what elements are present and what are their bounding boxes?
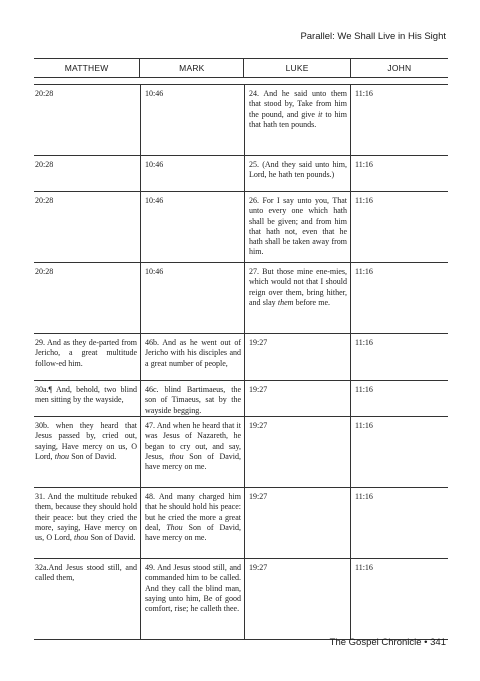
cell-john: 11:16 — [350, 488, 448, 558]
cell-john: 11:16 — [350, 559, 448, 639]
cell-matthew: 30b. when they heard that Jesus passed by, cried out, saying, Have mercy on us, O Lord, thou Son of David. — [35, 421, 137, 461]
cell-luke: 26. For I say unto you, That unto every one which hath shall be given; and from him that hath not, even that he hath shall be taken away from him. — [244, 192, 350, 262]
cell-matthew: 20:28 — [35, 160, 54, 169]
cell-john: 11:16 — [350, 263, 448, 333]
cell-mark: 49. And Jesus stood still, and commanded him to be called. And they call the blind man, saying unto him, Be of good comfort, rise; he calleth thee. — [140, 559, 244, 639]
column-header-row — [34, 58, 448, 78]
cell-matthew: 31. And the multitude rebuked them, because they should hold their peace: but they cried the more, saying, Have mercy on us, O Lord, thou Son of David. — [35, 492, 137, 543]
cell-mark: 10:46 — [140, 156, 244, 191]
cell-matthew: 32a.And Jesus stood still, and called them, — [35, 563, 137, 583]
table-row — [34, 488, 448, 559]
table-row — [34, 417, 448, 488]
cell-matthew: 29. And as they de-parted from Jericho, a great multitude follow-ed him. — [35, 338, 137, 368]
cell-john: 11:16 — [350, 381, 448, 416]
cell-matthew: 20:28 — [35, 196, 54, 205]
running-head: Parallel: We Shall Live in His Sight — [300, 31, 446, 42]
cell-luke: 25. (And they said unto him, Lord, he hath ten pounds.) — [244, 156, 350, 191]
cell-luke: 24. And he said unto them that stood by, Take from him the pound, and give it to him that hath ten pounds. — [244, 85, 350, 155]
column-header-mark: MARK — [139, 59, 243, 77]
cell-luke: 27. But those mine ene-mies, which would not that I should reign over them, bring hither, and slay them before me. — [244, 263, 350, 333]
table-row — [34, 381, 448, 417]
cell-mark: 10:46 — [140, 192, 244, 262]
cell-luke: 19:27 — [244, 488, 350, 558]
cell-luke: 19:27 — [244, 381, 350, 416]
table-row — [34, 192, 448, 263]
parallel-table — [34, 84, 448, 640]
cell-mark: 47. And when he heard that it was Jesus of Nazareth, he began to cry out, and say, Jesus, thou Son of David, have mercy on me. — [140, 417, 244, 487]
cell-mark: 48. And many charged him that he should hold his peace: but he cried the more a great deal, Thou Son of David, have mercy on me. — [140, 488, 244, 558]
cell-mark: 10:46 — [140, 263, 244, 333]
table-row — [34, 85, 448, 156]
cell-luke: 19:27 — [244, 559, 350, 639]
cell-john: 11:16 — [350, 156, 448, 191]
table-row — [34, 263, 448, 334]
cell-john: 11:16 — [350, 417, 448, 487]
column-header-john: JOHN — [350, 59, 448, 77]
cell-john: 11:16 — [350, 85, 448, 155]
cell-matthew: 20:28 — [35, 89, 54, 98]
column-header-matthew: MATTHEW — [64, 63, 109, 73]
cell-mark: 46c. blind Bartimaeus, the son of Timaeus, sat by the wayside begging. — [140, 381, 244, 416]
cell-luke: 19:27 — [244, 334, 350, 380]
cell-mark: 46b. And as he went out of Jericho with his disciples and a great number of people, — [140, 334, 244, 380]
cell-john: 11:16 — [350, 192, 448, 262]
page-footer: The Gospel Chronicle • 341 — [329, 637, 446, 648]
cell-john: 11:16 — [350, 334, 448, 380]
cell-matthew: 20:28 — [35, 267, 54, 276]
cell-luke: 19:27 — [244, 417, 350, 487]
column-header-luke: LUKE — [243, 59, 349, 77]
cell-mark: 10:46 — [140, 85, 244, 155]
table-row — [34, 559, 448, 640]
table-row — [34, 156, 448, 192]
table-row — [34, 334, 448, 381]
cell-matthew: 30a.¶ And, behold, two blind men sitting by the wayside, — [35, 385, 137, 405]
